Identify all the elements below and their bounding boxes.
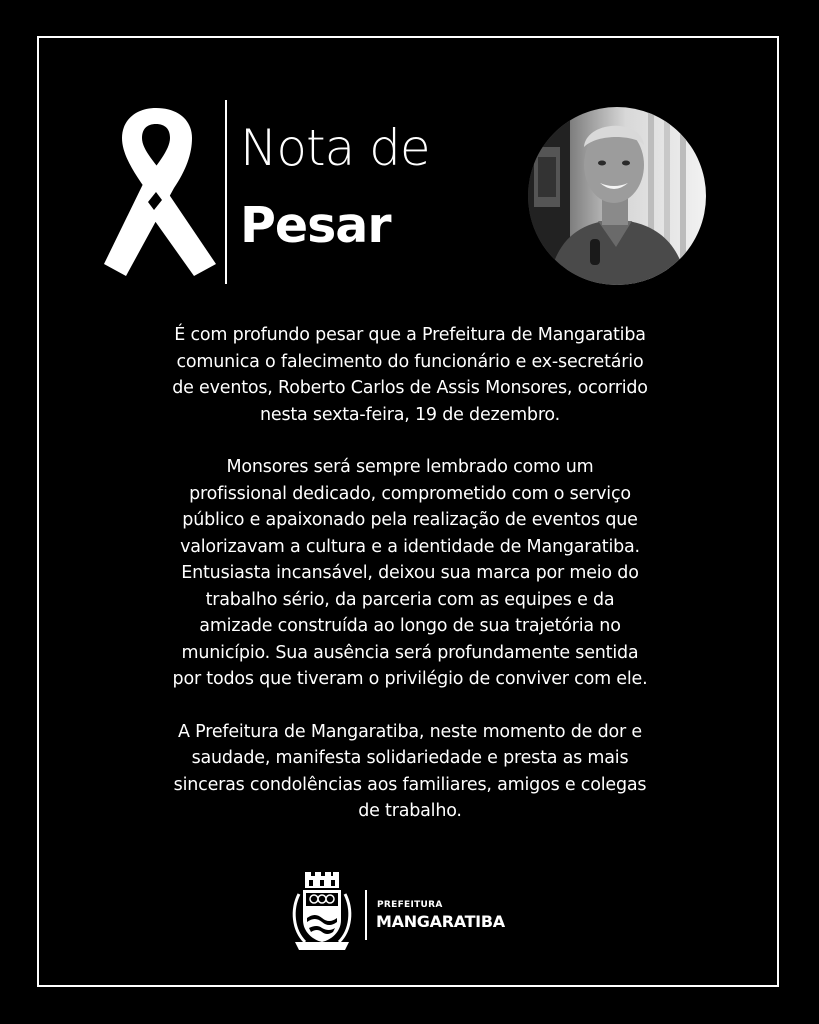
paragraph-announcement: É com profundo pesar que a Prefeitura de Mangaratiba comunica o falecimento do funcionário e ex-secretário de eventos, Roberto Carlos de Assis Monsores, ocorrido nesta sexta-feira, 19 de dezembro. <box>172 325 648 425</box>
footer-prefeitura-label: PREFEITURA <box>377 900 443 910</box>
portrait-photo <box>528 107 706 285</box>
municipal-coat-of-arms-icon <box>289 870 355 952</box>
portrait-illustration <box>528 107 706 285</box>
paragraph-condolences: A Prefeitura de Mangaratiba, neste momento de dor e saudade, manifesta solidariedade e presta as mais sinceras condolências aos familiares, amigos e colegas de trabalho. <box>173 721 647 821</box>
footer-city-name: MANGARATIBA <box>376 912 505 931</box>
header-divider <box>225 100 227 284</box>
footer-divider <box>365 890 367 940</box>
paragraph-tribute: Monsores será sempre lembrado como um profissional dedicado, comprometido com o serviço público e apaixonado pela realização de eventos que valorizavam a cultura e a identidade de Mangaratiba. Entusiasta incansável, deixou sua marca por meio do trabalho sério, da parceria com as equipes e da amizade construída ao longo de sua trajetória no município. Sua ausência será profundamente sentida por todos que tiveram o privilégio de conviver com ele. <box>172 457 648 689</box>
title-pesar: Pesar <box>240 197 391 254</box>
prefeitura-logo <box>285 868 545 954</box>
condolence-message <box>100 322 720 851</box>
mourning-ribbon-icon <box>96 104 218 280</box>
title-nota-de: Nota de <box>240 119 430 177</box>
